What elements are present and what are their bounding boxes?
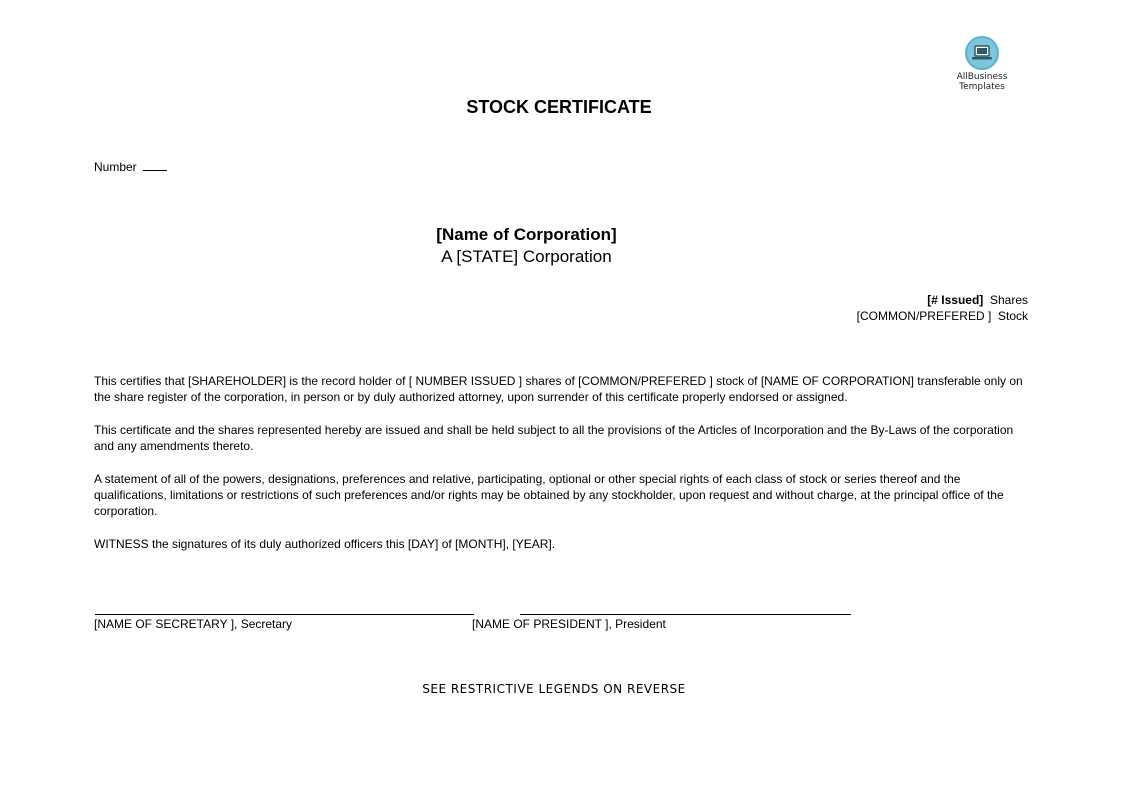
paragraph-certifies: This certifies that [SHAREHOLDER] is the record holder of [ NUMBER ISSUED ] shares of [COMMON/PREFERED ] stock of [NAME OF CORPORATION] transferable only on the share register of the corporation, in person or by duly authorized attorney, upon surrender of this certificate properly endorsed or assigned. (94, 374, 1023, 404)
secretary-signature-label: [NAME OF SECRETARY ], Secretary (94, 617, 293, 631)
stock-word: Stock (997, 309, 1028, 323)
number-blank-line (143, 161, 167, 171)
paragraph-provisions: This certificate and the shares represented hereby are issued and shall be held subject to all the provisions of the Articles of Incorporation and the By-Laws of the corporation and any amendments thereto. (94, 423, 1014, 453)
shares-word: Shares (989, 293, 1028, 307)
shares-issued: [# Issued] (927, 293, 984, 307)
number-label: Number (94, 160, 137, 174)
secretary-signature-line (95, 614, 474, 615)
logo-text-line2: Templates (959, 82, 1005, 92)
certificate-title: STOCK CERTIFICATE (466, 97, 652, 117)
stock-type: [COMMON/PREFERED ] (856, 309, 992, 323)
paragraph-witness: WITNESS the signatures of its duly authorized officers this [DAY] of [MONTH], [YEAR]. (94, 537, 556, 551)
certificate-body (94, 373, 1029, 569)
paragraph-statement: A statement of all of the powers, designations, preferences and relative, participating, optional or other special rights of each class of stock or series thereof and the qualifications, limitations or restrictions of such preferences and/or rights may be obtained by any stockholder, upon request and without charge, at the principal office of the corporation. (94, 472, 1004, 518)
restrictive-legend-note: SEE RESTRICTIVE LEGENDS ON REVERSE (422, 682, 686, 696)
shares-issued-line (857, 292, 1028, 308)
president-signature-line (520, 614, 851, 615)
corporation-state-line: A [STATE] Corporation (441, 247, 612, 266)
logo-text-line1: AllBusiness (956, 72, 1008, 82)
president-signature-label: [NAME OF PRESIDENT ], President (472, 617, 666, 631)
allbusiness-templates-logo[interactable] (949, 36, 1015, 92)
laptop-icon (965, 36, 999, 70)
corporation-name: [Name of Corporation] (436, 225, 617, 244)
shares-block (857, 292, 1028, 324)
stock-type-line (857, 308, 1028, 324)
certificate-number (94, 160, 167, 174)
